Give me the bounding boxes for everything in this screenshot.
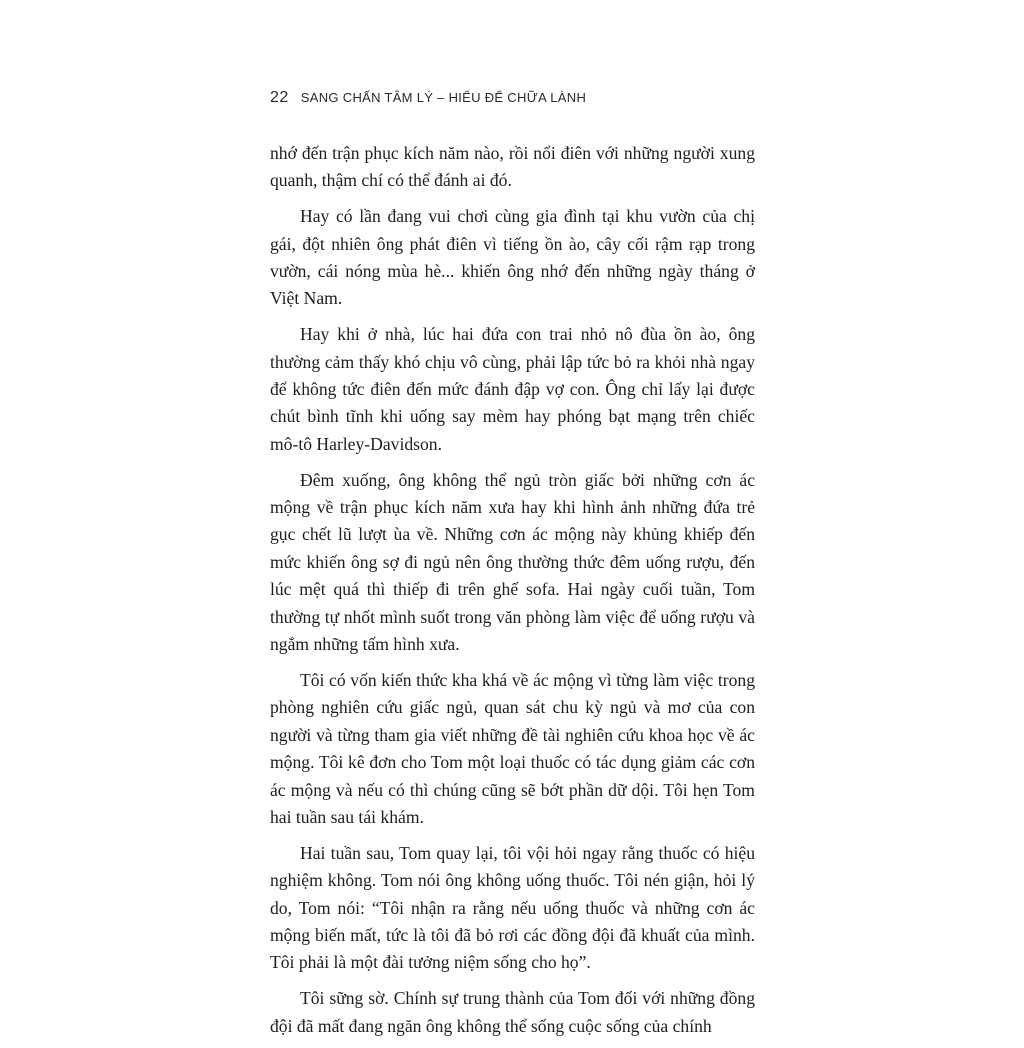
paragraph: nhớ đến trận phục kích năm nào, rồi nổi điên với những người xung quanh, thậm chí có thể đánh ai đó. — [270, 143, 755, 191]
paragraph: Hai tuần sau, Tom quay lại, tôi vội hỏi ngay rằng thuốc có hiệu nghiệm không. Tom nói ông không uống thuốc. Tôi nén giận, hỏi lý do, Tom nói: “Tôi nhận ra rằng nếu uống thuốc và những cơn ác mộng biến mất, tức là tôi đã bỏ rơi các đồng đội đã khuất của mình. Tôi phải là một đài tưởng niệm sống cho họ”. — [270, 842, 755, 973]
page-number: 22 — [270, 89, 289, 106]
paragraph: Hay có lần đang vui chơi cùng gia đình tại khu vườn của chị gái, đột nhiên ông phát điên vì tiếng ồn ào, cây cối rậm rạp trong vườn, cái nóng mùa hè... khiến ông nhớ đến những ngày tháng ở Việt Nam. — [270, 206, 755, 309]
paragraph: Tôi sững sờ. Chính sự trung thành của Tom đối với những đồng đội đã mất đang ngăn ông không thể sống cuộc sống của chính — [270, 988, 755, 1036]
paragraph: Tôi có vốn kiến thức kha khá về ác mộng vì từng làm việc trong phòng nghiên cứu giấc ngủ, quan sát chu kỳ ngủ và mơ của con người và từng tham gia viết những đề tài nghiên cứu khoa học về ác mộng. Tôi kê đơn cho Tom một loại thuốc có tác dụng giảm các cơn ác mộng và nếu có thì chúng cũng sẽ bớt phần dữ dội. Tôi hẹn Tom hai tuần sau tái khám. — [270, 669, 755, 827]
book-title: SANG CHẤN TÂM LÝ – HIỂU ĐỂ CHỮA LÀNH — [300, 90, 587, 105]
running-header — [270, 89, 586, 111]
paragraph: Đêm xuống, ông không thể ngủ tròn giấc bởi những cơn ác mộng về trận phục kích năm xưa hay khi hình ảnh những đứa trẻ gục chết lũ lượt ùa về. Những cơn ác mộng này khủng khiếp đến mức khiến ông sợ đi ngủ nên ông thường thức đêm uống rượu, đến lúc mệt quá thì thiếp đi trên ghế sofa. Hai ngày cuối tuần, Tom thường tự nhốt mình suốt trong văn phòng làm việc để uống rượu và ngắm những tấm hình xưa. — [270, 469, 755, 655]
body-text — [270, 140, 755, 1048]
paragraph: Hay khi ở nhà, lúc hai đứa con trai nhỏ nô đùa ồn ào, ông thường cảm thấy khó chịu vô cùng, phải lập tức bỏ ra khỏi nhà ngay để không tức điên đến mức đánh đập vợ con. Ông chỉ lấy lại được chút bình tĩnh khi uống say mèm hay phóng bạt mạng trên chiếc mô-tô Harley-Davidson. — [270, 324, 755, 454]
